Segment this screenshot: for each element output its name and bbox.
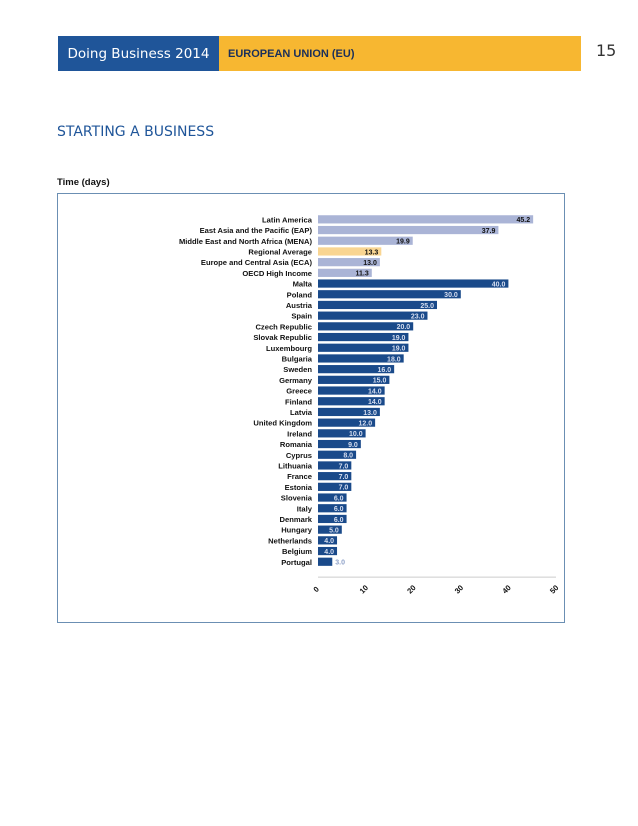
category-label: Bulgaria [281, 354, 312, 364]
data-label: 8.0 [343, 452, 354, 460]
x-tick-label: 10 [357, 583, 371, 596]
data-label: 6.0 [333, 506, 344, 514]
category-label: East Asia and the Pacific (EAP) [199, 226, 312, 236]
data-label: 13.0 [363, 259, 377, 267]
category-label: United Kingdom [253, 418, 312, 428]
category-label: Lithuania [278, 461, 312, 471]
category-label: Latin America [262, 215, 312, 225]
bar [318, 301, 437, 309]
data-label: 20.0 [396, 324, 411, 332]
category-label: Denmark [279, 514, 312, 524]
data-label: 16.0 [377, 366, 392, 374]
category-label: Czech Republic [255, 322, 312, 332]
category-label: Sweden [283, 365, 312, 375]
category-label: Europe and Central Asia (ECA) [200, 258, 312, 268]
data-label: 14.0 [368, 388, 382, 396]
category-label: Slovenia [280, 493, 312, 503]
category-label: Ireland [287, 429, 312, 439]
category-label: Latvia [290, 407, 312, 417]
data-label: 6.0 [333, 495, 344, 503]
data-label: 13.0 [363, 409, 377, 417]
category-label: Austria [285, 300, 312, 310]
data-label: 10.0 [348, 431, 363, 439]
x-tick-label: 0 [311, 584, 321, 595]
category-label: Poland [286, 290, 312, 300]
data-label: 25.0 [420, 302, 434, 310]
data-label: 19.9 [396, 238, 410, 246]
chart-title: Time (days) [57, 177, 110, 188]
data-label: 4.0 [324, 538, 335, 546]
chart-frame [57, 193, 565, 623]
category-label: Netherlands [268, 536, 312, 546]
category-label: Finland [285, 397, 312, 407]
data-label: 4.0 [324, 548, 335, 556]
category-label: Cyprus [285, 450, 312, 460]
bar [318, 279, 508, 287]
data-label: 11.3 [355, 270, 369, 278]
data-label: 23.0 [410, 313, 425, 321]
category-label: Slovak Republic [253, 333, 312, 343]
category-label: Middle East and North Africa (MENA) [178, 236, 312, 246]
data-label: 14.0 [368, 399, 382, 407]
data-label: 19.0 [391, 345, 406, 353]
data-label: 7.0 [338, 473, 349, 481]
bar [318, 226, 498, 234]
category-label: Estonia [284, 482, 312, 492]
data-label: 19.0 [391, 334, 406, 342]
category-label: Germany [279, 375, 312, 385]
category-label: Regional Average [248, 247, 312, 257]
data-label: 45.2 [516, 217, 531, 225]
category-label: Hungary [281, 525, 312, 535]
data-label: 7.0 [338, 463, 349, 471]
data-label: 18.0 [387, 356, 401, 364]
x-tick-label: 50 [548, 583, 561, 596]
data-label: 3.0 [335, 559, 346, 567]
data-label: 40.0 [491, 281, 506, 289]
data-label: 9.0 [348, 441, 358, 449]
data-label: 6.0 [333, 516, 344, 524]
page-number: 15 [596, 41, 617, 60]
bar [318, 290, 461, 298]
category-label: Luxembourg [266, 343, 312, 353]
category-label: Belgium [282, 547, 312, 557]
data-label: 7.0 [338, 484, 349, 492]
header-economy-title-text: EUROPEAN UNION (EU) [228, 47, 355, 60]
header-report-title-text: Doing Business 2014 [67, 45, 210, 62]
bar [318, 215, 533, 223]
header-report-title [58, 36, 219, 71]
x-tick-label: 20 [405, 583, 418, 596]
data-label: 5.0 [329, 527, 339, 535]
category-label: Italy [296, 504, 312, 514]
section-title: STARTING A BUSINESS [57, 124, 215, 140]
x-tick-label: 30 [452, 583, 466, 596]
data-label: 13.3 [364, 249, 379, 257]
category-label: OECD High Income [242, 268, 312, 278]
category-label: France [287, 472, 312, 482]
category-label: Spain [291, 311, 312, 321]
data-label: 37.9 [481, 227, 496, 235]
bar [318, 558, 332, 566]
data-label: 12.0 [358, 420, 373, 428]
x-tick-label: 40 [500, 583, 513, 596]
category-label: Greece [286, 386, 312, 396]
header-economy-title [219, 36, 581, 71]
data-label: 30.0 [444, 292, 458, 300]
bar-chart [58, 194, 564, 622]
category-label: Portugal [281, 557, 312, 567]
category-label: Romania [279, 440, 312, 450]
category-label: Malta [292, 279, 312, 289]
data-label: 15.0 [372, 377, 387, 385]
